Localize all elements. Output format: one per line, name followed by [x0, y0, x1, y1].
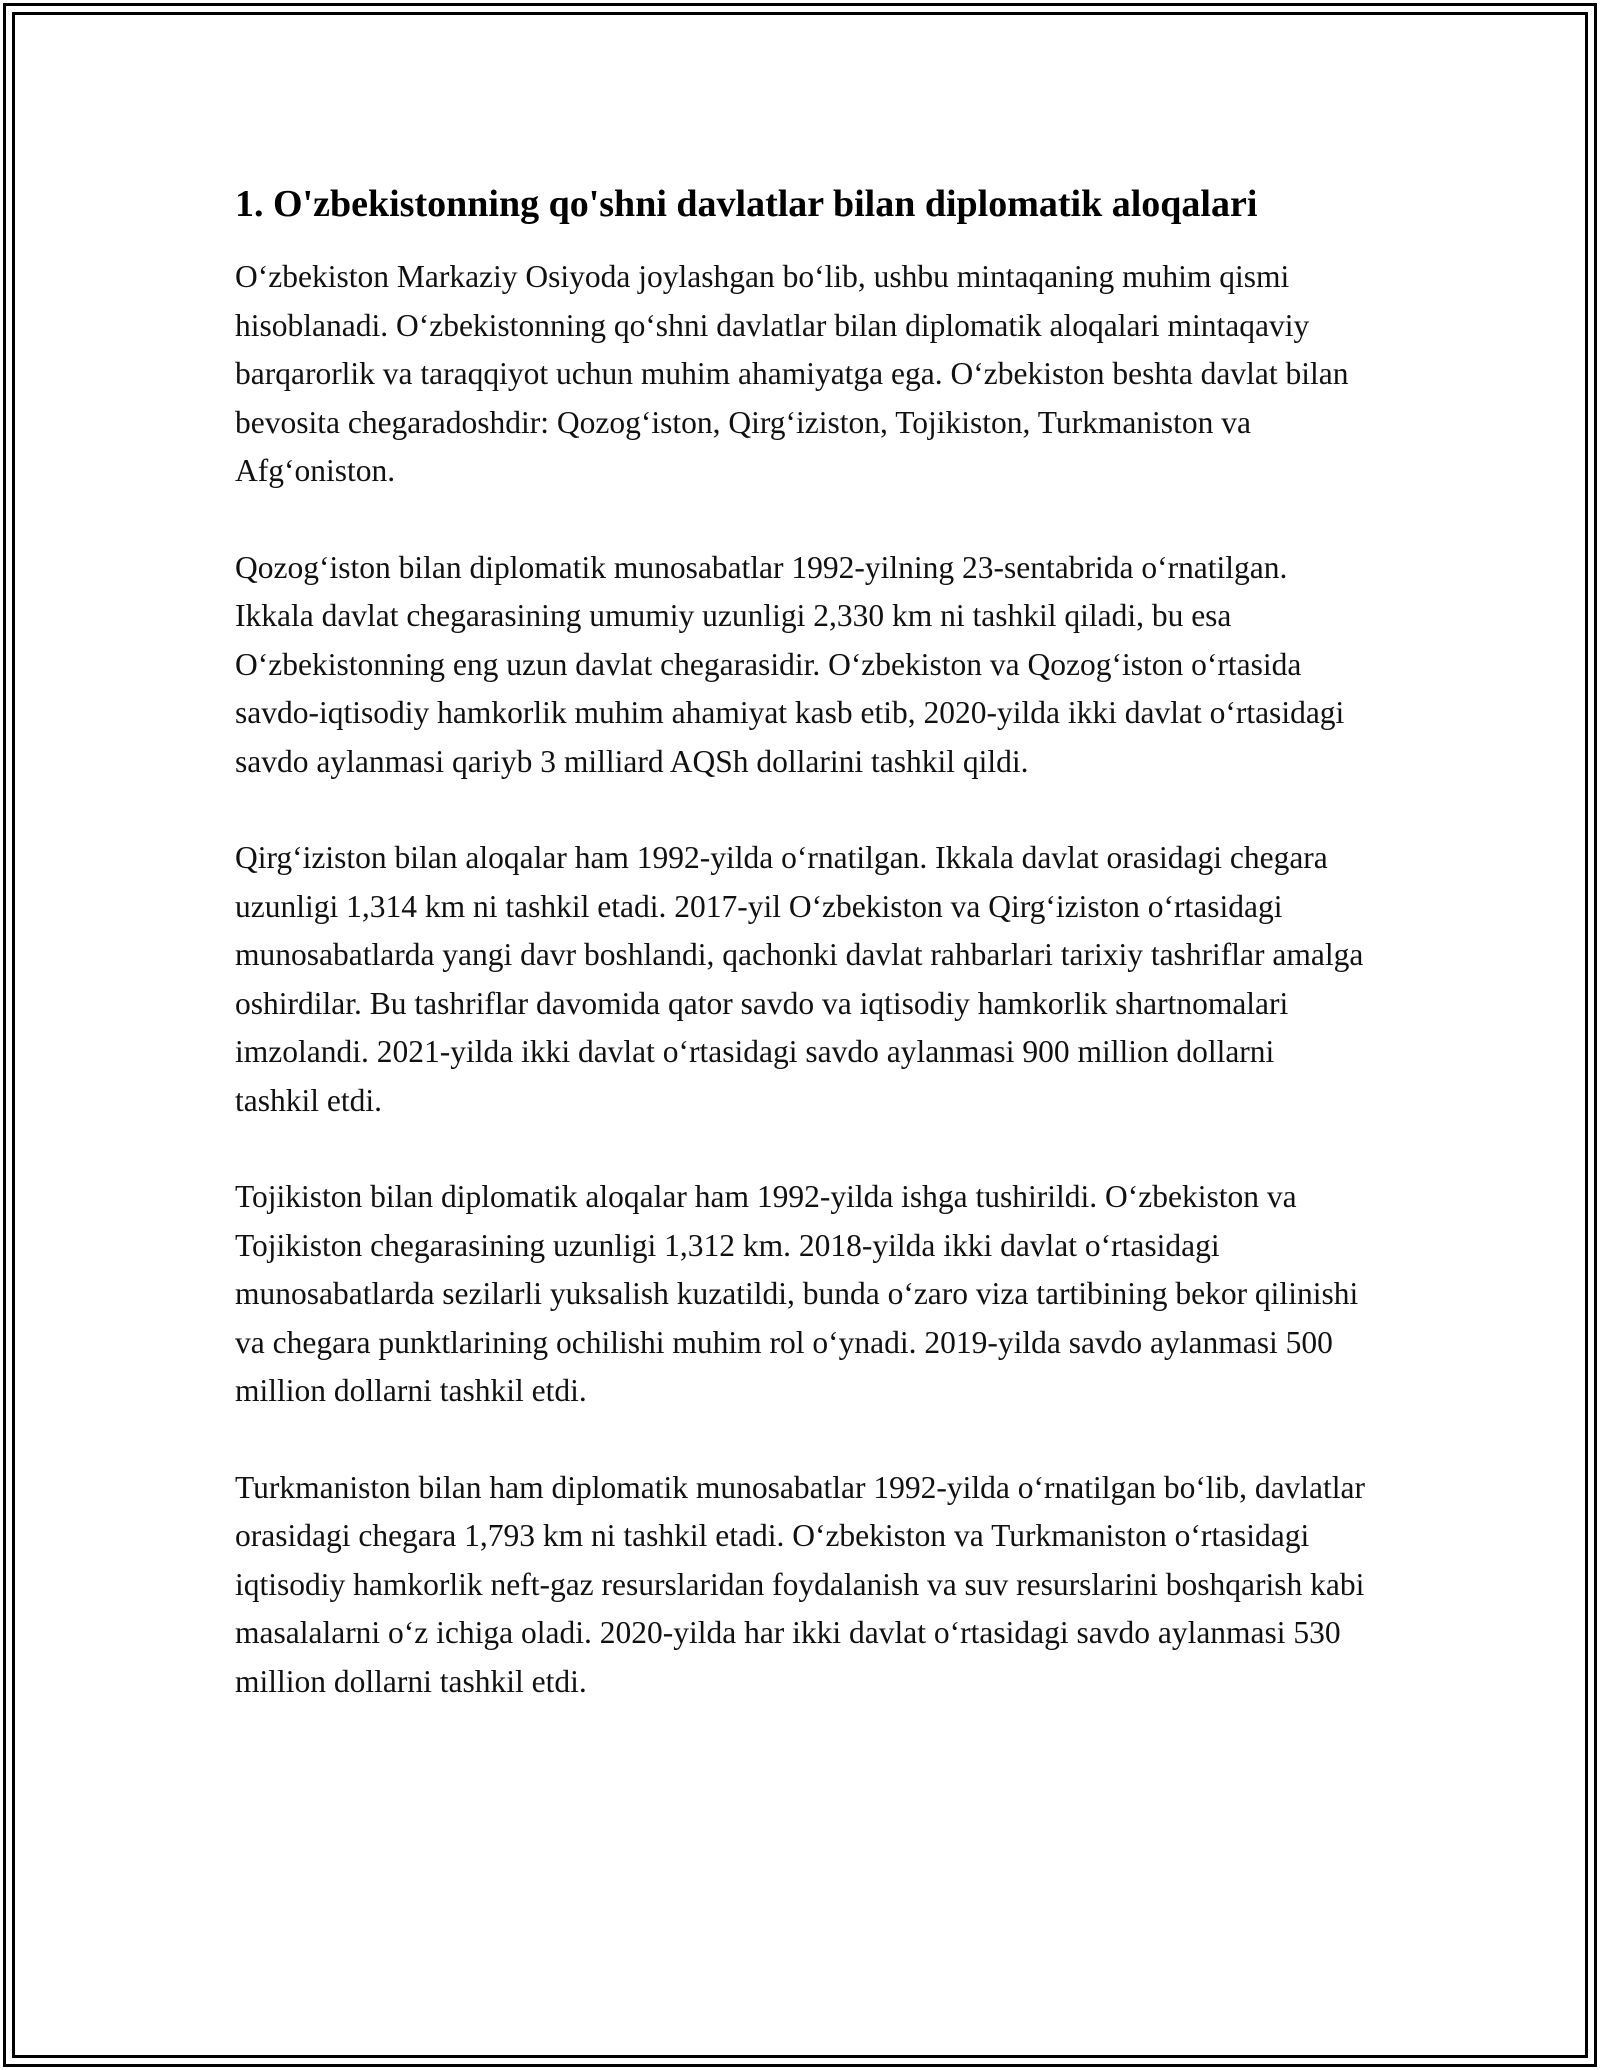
- paragraph-tajikistan: Tojikiston bilan diplomatik aloqalar ham 1992-yilda ishga tushirildi. Oʻzbekiston va Tojikiston chegarasining uzunligi 1,312 km. 2018-yilda ikki davlat oʻrtasidagi munosabatlarda sezilarli yuksalish kuzatildi, bunda oʻzaro viza tartibining bekor qilinishi va chegara punktlarining ochilishi muhim rol oʻynadi. 2019-yilda savdo aylanmasi 500 million dollarni tashkil etdi.: [235, 1179, 1359, 1409]
- document-title: 1. O'zbekistonning qo'shni davlatlar bilan diplomatik aloqalari: [235, 183, 1258, 225]
- paragraph-kyrgyzstan: Qirgʻiziston bilan aloqalar ham 1992-yilda oʻrnatilgan. Ikkala davlat orasidagi chegara uzunligi 1,314 km ni tashkil etadi. 2017-yil Oʻzbekiston va Qirgʻiziston oʻrtasidagi munosabatlarda yangi davr boshlandi, qachonki davlat rahbarlari tarixiy tashriflar amalga oshirdilar. Bu tashriflar davomida qator savdo va iqtisodiy hamkorlik shartnomalari imzolandi. 2021-yilda ikki davlat oʻrtasidagi savdo aylanmasi 900 million dollarni tashkil etdi.: [235, 840, 1364, 1118]
- paragraph-kazakhstan: Qozogʻiston bilan diplomatik munosabatlar 1992-yilning 23-sentabrida oʻrnatilgan. Ikkala davlat chegarasining umumiy uzunligi 2,330 km ni tashkil qiladi, bu esa Oʻzbekistonning eng uzun davlat chegarasidir. Oʻzbekiston va Qozogʻiston oʻrtasida savdo-iqtisodiy hamkorlik muhim ahamiyat kasb etib, 2020-yilda ikki davlat oʻrtasidagi savdo aylanmasi qariyb 3 milliard AQSh dollarini tashkil qildi.: [235, 549, 1345, 779]
- document-body: [235, 178, 1365, 1754]
- paragraph-intro: Oʻzbekiston Markaziy Osiyoda joylashgan boʻlib, ushbu mintaqaning muhim qismi hisoblanadi. Oʻzbekistonning qoʻshni davlatlar bilan diplomatik aloqalari mintaqaviy barqarorlik va taraqqiyot uchun muhim ahamiyatga ega. Oʻzbekiston beshta davlat bilan bevosita chegaradoshdir: Qozogʻiston, Qirgʻiziston, Tojikiston, Turkmaniston va Afgʻoniston.: [235, 259, 1349, 489]
- paragraph-turkmenistan: Turkmaniston bilan ham diplomatik munosabatlar 1992-yilda oʻrnatilgan boʻlib, davlatlar orasidagi chegara 1,793 km ni tashkil etadi. Oʻzbekiston va Turkmaniston oʻrtasidagi iqtisodiy hamkorlik neft-gaz resurslaridan foydalanish va suv resurslarini boshqarish kabi masalalarni oʻz ichiga oladi. 2020-yilda har ikki davlat oʻrtasidagi savdo aylanmasi 530 million dollarni tashkil etdi.: [235, 1469, 1366, 1699]
